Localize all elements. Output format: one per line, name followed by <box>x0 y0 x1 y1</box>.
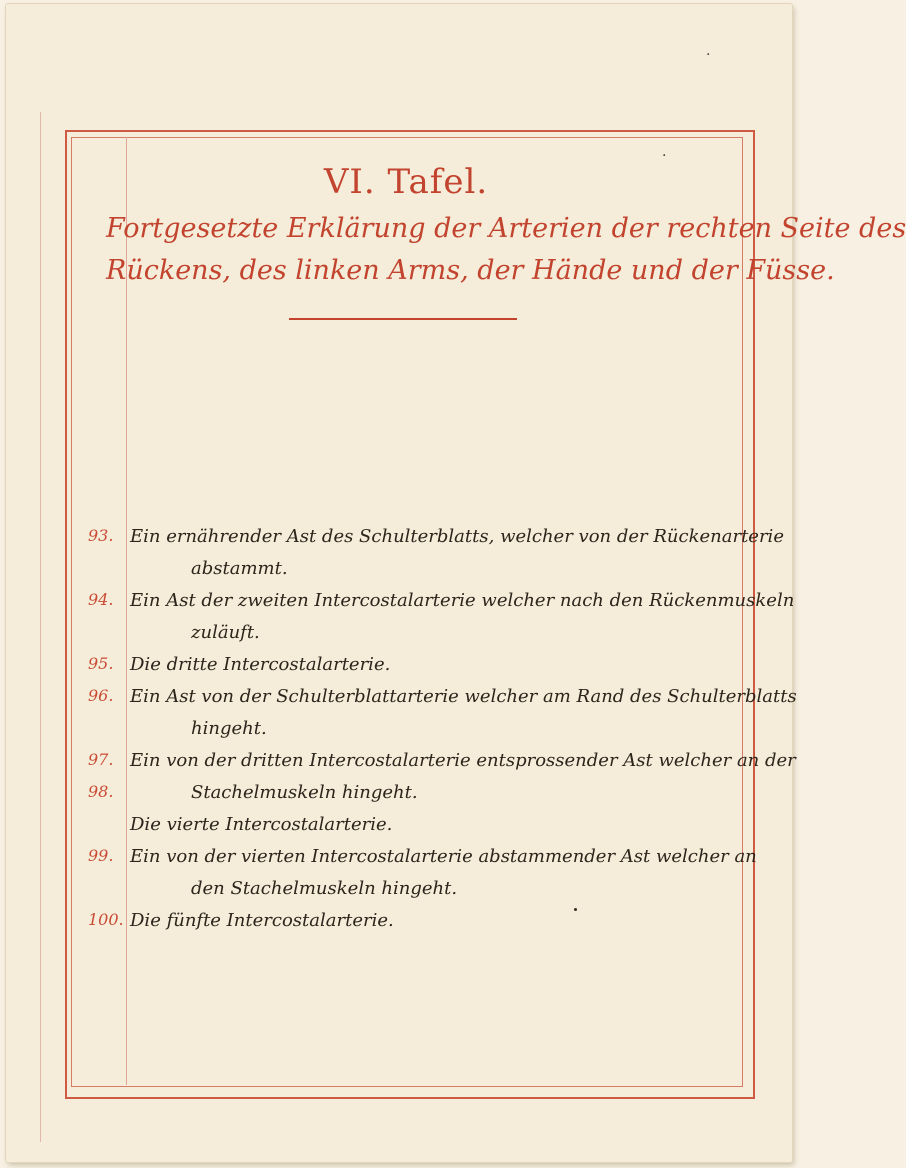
list-item <box>88 782 718 814</box>
entry-number: 99. <box>88 846 114 865</box>
entry-text: Ein Ast von der Schulterblattarterie welcher am Rand des Schulterblatts <box>130 686 797 707</box>
ink-dot <box>574 908 577 911</box>
entry-text-continued: den Stachelmuskeln hingeht. <box>191 878 458 899</box>
entry-list <box>88 526 797 942</box>
corner-mark-top: · <box>706 47 711 63</box>
list-item-continuation <box>88 622 718 654</box>
entry-text: Stachelmuskeln hingeht. <box>191 782 418 803</box>
list-item-continuation <box>88 718 718 750</box>
entry-text-continued: hingeht. <box>191 718 267 739</box>
manuscript-page <box>6 4 906 1162</box>
title-underline <box>289 318 517 320</box>
entry-text-continued: abstammt. <box>191 558 288 579</box>
list-item <box>88 814 718 846</box>
entry-number: 95. <box>88 654 114 673</box>
plate-header <box>106 162 906 292</box>
entry-number: 93. <box>88 526 114 545</box>
plate-subtitle-line-2: Rückens, des linken Arms, der Hände und der Füsse. <box>106 255 835 286</box>
entry-number: 97. <box>88 750 114 769</box>
entry-text: Ein von der dritten Intercostalarterie entsprossender Ast welcher an der <box>130 750 796 771</box>
entry-text: Ein Ast der zweiten Intercostalarterie welcher nach den Rückenmuskeln <box>130 590 795 611</box>
list-item <box>88 910 718 942</box>
entry-number: 96. <box>88 686 114 705</box>
entry-text: Die fünfte Intercostalarterie. <box>130 910 394 931</box>
entry-text: Die dritte Intercostalarterie. <box>130 654 391 675</box>
corner-mark-inner: · <box>662 148 667 164</box>
list-item <box>88 846 757 878</box>
entry-text: Die vierte Intercostalarterie. <box>130 814 393 835</box>
list-item <box>88 654 718 686</box>
entry-text: Ein ernährender Ast des Schulterblatts, welcher von der Rückenarterie <box>130 526 784 547</box>
list-item <box>88 686 797 718</box>
entry-number: 98. <box>88 782 114 801</box>
list-item-continuation <box>88 558 718 590</box>
list-item <box>88 526 784 558</box>
list-item <box>88 590 795 622</box>
plate-subtitle-line-1: Fortgesetzte Erklärung der Arterien der rechten Seite des <box>106 213 906 244</box>
entry-text: Ein von der vierten Intercostalarterie abstammender Ast welcher an <box>130 846 757 867</box>
entry-number: 94. <box>88 590 114 609</box>
entry-number: 100. <box>88 910 124 929</box>
plate-title: VI. Tafel. <box>323 162 489 202</box>
list-item <box>88 750 796 782</box>
list-item-continuation <box>88 878 718 910</box>
page-edge-line <box>40 112 41 1142</box>
entry-text-continued: zuläuft. <box>191 622 260 643</box>
